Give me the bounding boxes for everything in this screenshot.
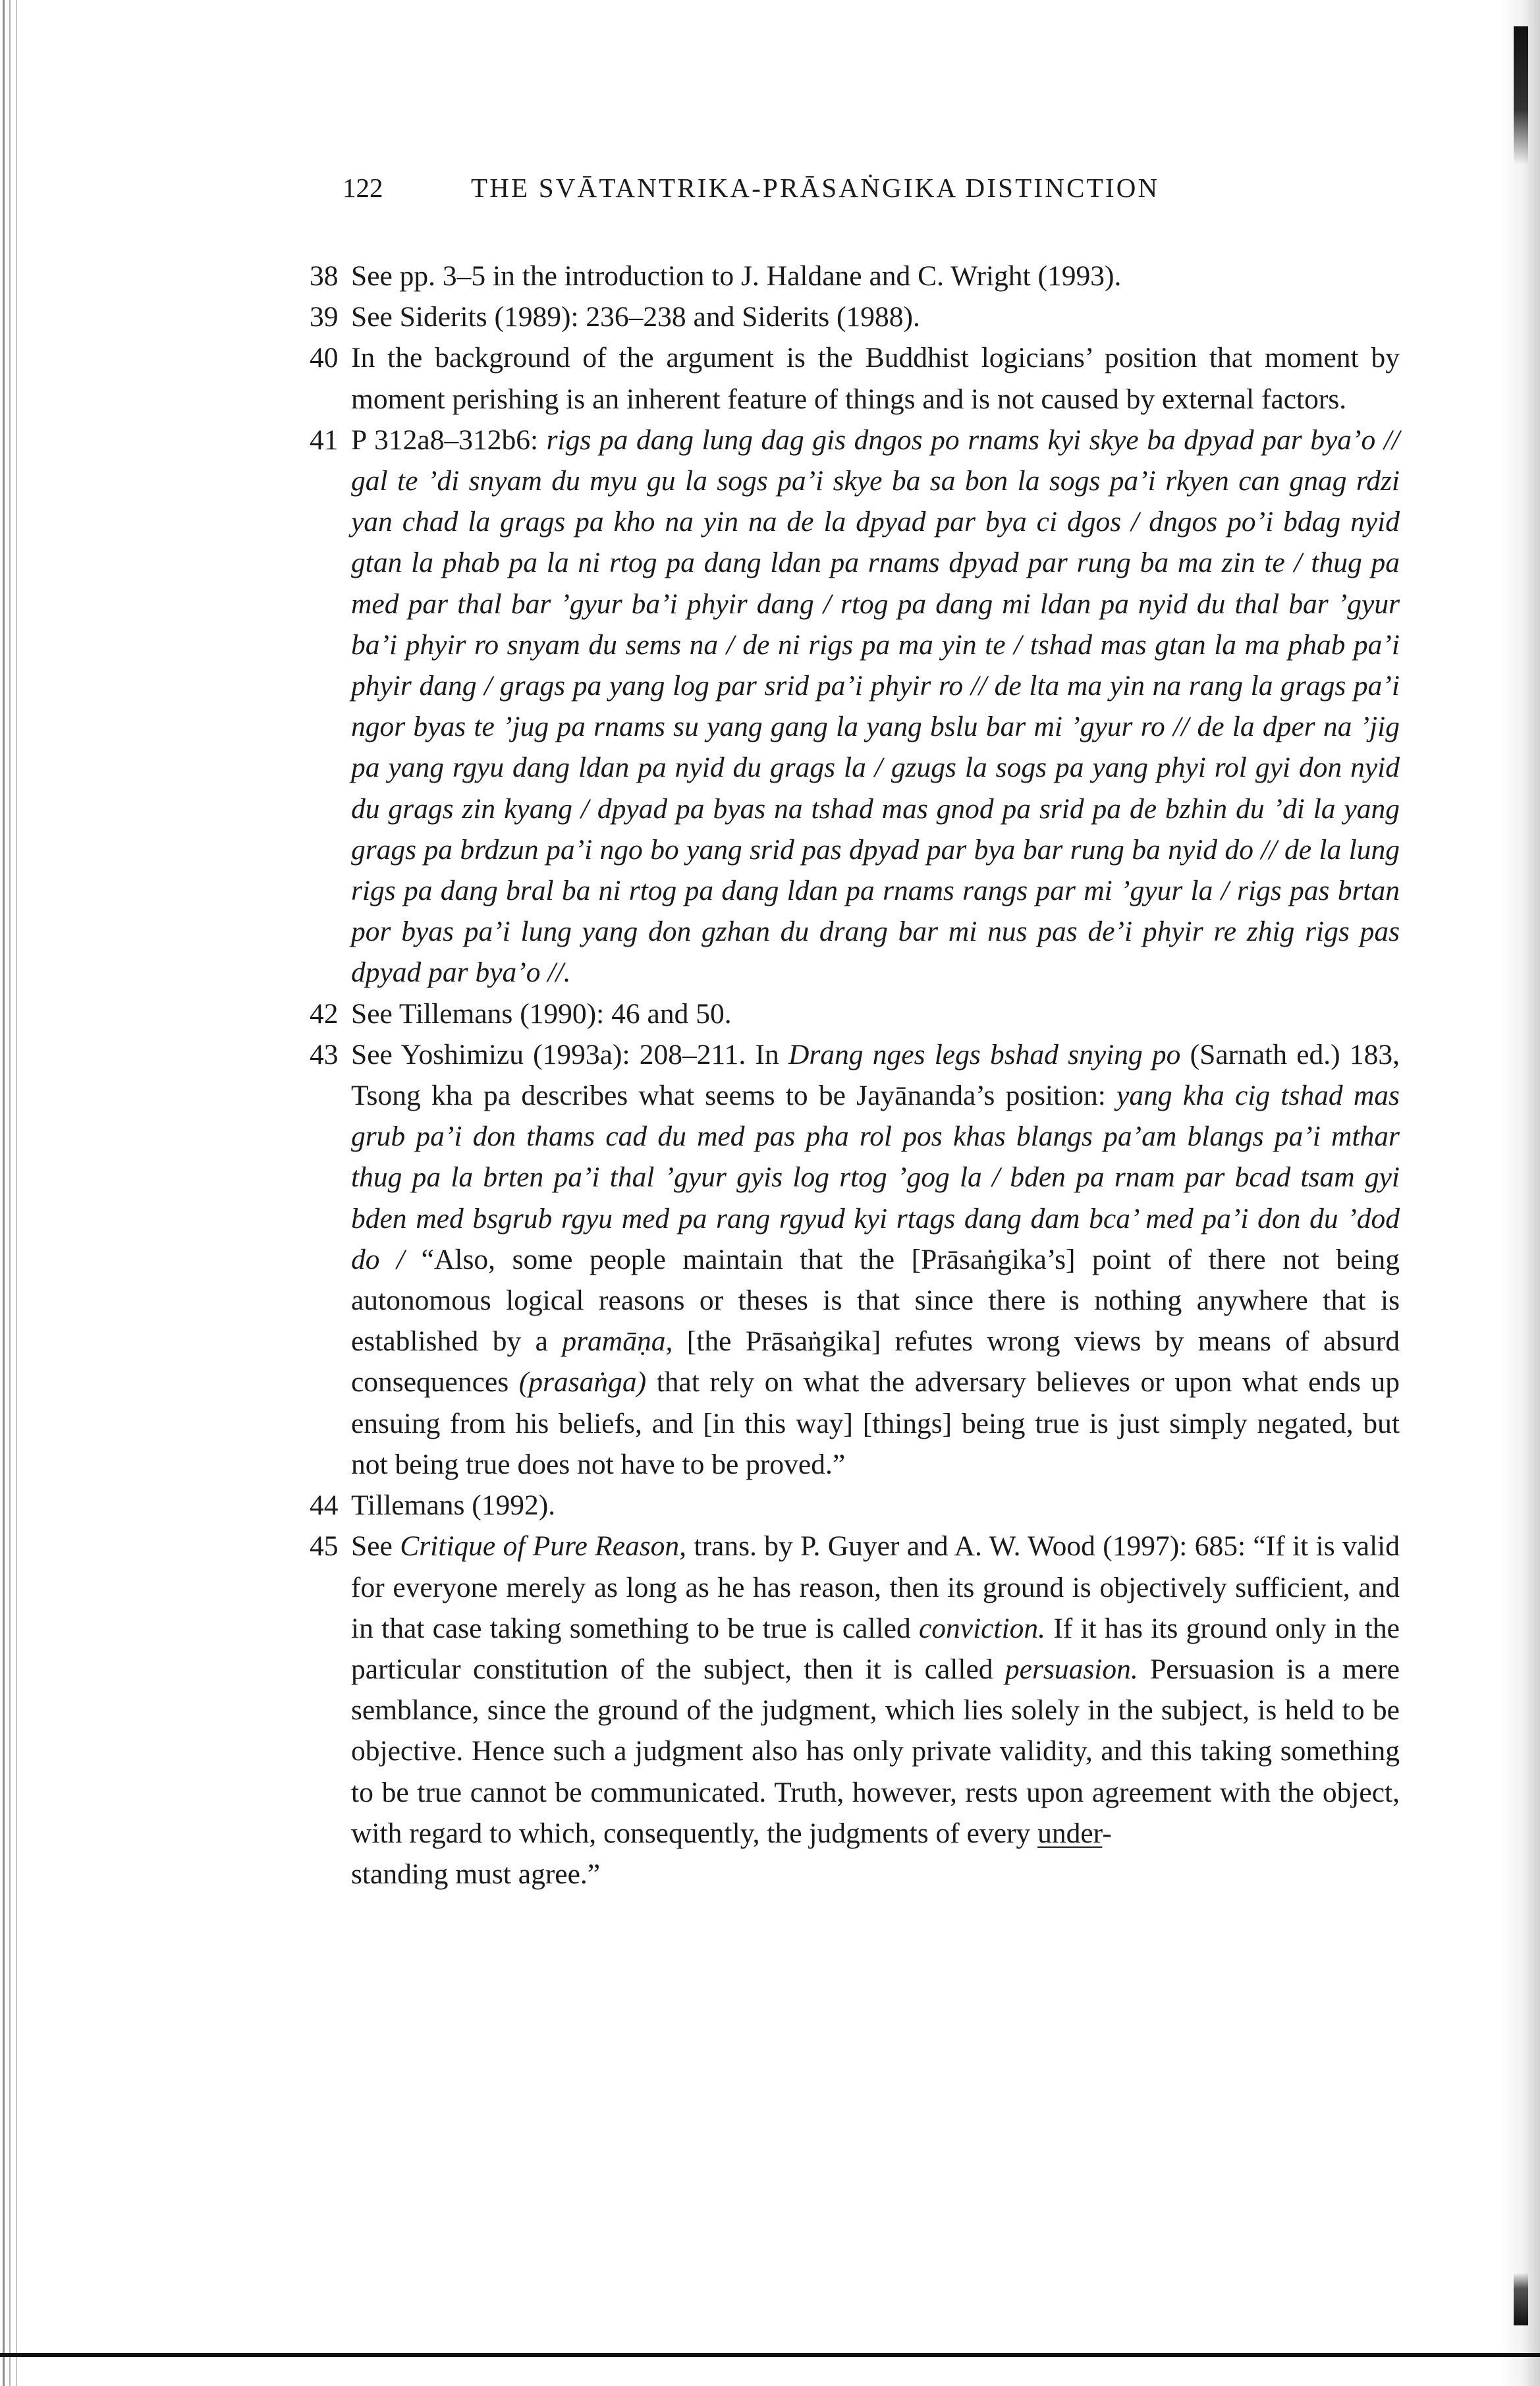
tibetan-quotation: rigs pa dang lung dag gis dngos po rnams kyi skye ba dpyad par bya’o // gal te ’di snyam du myu gu la sogs pa’i skye ba sa bon la sogs pa’i rkyen can gnag rdzi yan chad la grags pa kho na yin na de la dpyad par bya ci dgos / dngos po’i bdag nyid gtan la phab pa la ni rtog pa dang ldan pa rnams dpyad par rung ba ma zin te / thug pa med par thal bar ’gyur ba’i phyir dang / rtog pa dang mi ldan pa nyid du thal bar ’gyur ba’i phyir ro snyam du sems na / de ni rigs pa ma yin te / tshad mas gtan la ma phab pa’i phyir dang / grags pa yang log par srid pa’i phyir ro // de lta ma yin na rang la grags pa’i ngor byas te ’jug pa rnams su yang gang la yang bslu bar mi ’gyur ro // de la dper na ’jig pa yang rgyu dang ldan pa nyid du grags la / gzugs la sogs pa yang phyi rol gyi don nyid du grags zin kyang / dpyad pa byas na tshad mas gnod pa srid pa de bzhin du ’di la yang grags pa brdzun pa’i ngo bo yang srid pas dpyad par bya bar rung ba nyid do // de la lung rigs pa dang bral ba ni rtog pa dang ldan pa rnams rangs par mi ’gyur la / rigs pas brtan por byas pa’i lung yang don gzhan du drang bar mi nus pas de’i phyir re zhig rigs pas dpyad par bya’o //. bbox=[351, 424, 1400, 989]
scan-edge-mark bbox=[1514, 2273, 1528, 2325]
note-text: [the Prāsaṅgika] refutes wrong views by means of absurd consequences bbox=[351, 1325, 1400, 1399]
note-text: See Tillemans (1990): 46 and 50. bbox=[351, 997, 732, 1030]
underlined-word: under bbox=[1037, 1817, 1103, 1849]
note-text: Tillemans (1992). bbox=[351, 1489, 556, 1522]
note-number: 42 bbox=[310, 997, 339, 1030]
note-number: 39 bbox=[310, 301, 339, 333]
endnote bbox=[310, 1485, 1400, 1526]
endnote: 45 See Critique of Pure Reason, trans. by P. Guyer and A. W. Wood (1997): 685: “If it is valid for everyone merely as long as he has reason, then its ground is objectively sufficient, and in that case taking something to be true is called conviction. If it has its ground only in the particular constitution of the subject, then it is called persuasion. Persuasion is a mere semblance, since the ground of the judgment, which lies solely in the subject, is held to be objective. Hence such a judgment also has only private validity, and this taking something to be true cannot be communicated. Truth, however, rests upon agreement with the object, with regard to which, consequently, the judgments of every under- standing must agree.” bbox=[310, 1526, 1400, 1895]
emphasized-term: conviction. bbox=[918, 1612, 1046, 1644]
sanskrit-term: (prasaṅga) bbox=[518, 1366, 647, 1399]
note-number: 45 bbox=[310, 1530, 339, 1563]
note-text: If it has its ground only in the particular constitution of the subject, then it is called bbox=[351, 1612, 1400, 1685]
scan-gutter-line bbox=[9, 0, 11, 2386]
note-text: (Sarnath ed.) 183, Tsong kha pa describes what seems to be Jayānanda’s position: bbox=[351, 1038, 1400, 1112]
tibetan-quotation: yang kha cig tshad mas grub pa’i don thams cad du med pas pha rol pos khas blangs pa’am blangs pa’i mthar thug pa la brten pa’i thal ’gyur gyis log rtog ’gog la / bden pa rnam par bcad tsam gyi bden med bsgrub rgyu med pa rang rgyud kyi rtags dang dam bca’ med pa’i don du ’dod do / bbox=[351, 1080, 1400, 1275]
scan-bottom-edge bbox=[0, 2353, 1540, 2357]
work-title: Drang nges legs bshad snying po bbox=[788, 1038, 1181, 1070]
note-number: 38 bbox=[310, 260, 339, 292]
note-text: “Also, some people maintain that the [Prāsaṅgika’s] point of there not being autonomous logical reasons or theses is that since there is nothing anywhere that is established by a bbox=[351, 1243, 1400, 1358]
endnote bbox=[310, 993, 1400, 1034]
note-text: See Siderits (1989): 236–238 and Siderits (1988). bbox=[351, 301, 920, 333]
endnote bbox=[310, 337, 1400, 419]
note-text: standing must agree.” bbox=[351, 1858, 601, 1890]
running-title: THE SVĀTANTRIKA-PRĀSAṄGIKA DISTINCTION bbox=[471, 173, 1160, 203]
note-text: that rely on what the adversary believes or upon what ends up ensuing from his beliefs, and [in this way] [things] being true is just simply negated, but not being true does not have to be proved.” bbox=[351, 1366, 1400, 1480]
note-number: 40 bbox=[310, 342, 339, 374]
scan-gutter-line bbox=[3, 0, 5, 2386]
note-text: See pp. 3–5 in the introduction to J. Haldane and C. Wright (1993). bbox=[351, 260, 1122, 292]
note-text: See bbox=[351, 1530, 400, 1563]
endnote bbox=[310, 1034, 1400, 1485]
note-text: Persuasion is a mere semblance, since the ground of the judgment, which lies solely in the subject, is held to be objective. Hence such a judgment also has only private validity, and this taking something to be true cannot be communicated. Truth, however, rests upon agreement with the object, with regard to which, consequently, the judgments of every bbox=[351, 1653, 1400, 1849]
scan-gutter-line bbox=[16, 0, 17, 2386]
scan-edge-mark bbox=[1514, 26, 1528, 165]
note-number: 43 bbox=[310, 1038, 339, 1070]
scan-edge-shadow bbox=[1500, 0, 1540, 2386]
note-text: trans. by P. Guyer and A. W. Wood (1997): 685: “If it is valid for everyone merely as long as he has reason, then its ground is objectively sufficient, and in that case taking something to be true is called bbox=[351, 1530, 1400, 1644]
emphasized-term: persuasion. bbox=[1004, 1653, 1138, 1685]
endnotes bbox=[310, 256, 1400, 1895]
note-text: In the background of the argument is the Buddhist logicians’ position that moment by moment perishing is an inherent feature of things and is not caused by external factors. bbox=[351, 342, 1400, 415]
note-text: See Yoshimizu (1993a): 208–211. In bbox=[351, 1038, 788, 1070]
running-head bbox=[343, 168, 1396, 208]
note-number: 41 bbox=[310, 424, 339, 456]
sanskrit-term: pramāṇa, bbox=[562, 1325, 673, 1358]
endnote bbox=[310, 256, 1400, 296]
note-text: P 312a8–312b6: bbox=[351, 424, 547, 456]
work-title: Critique of Pure Reason, bbox=[400, 1530, 687, 1563]
endnote bbox=[310, 296, 1400, 337]
note-number: 44 bbox=[310, 1489, 339, 1522]
page-number: 122 bbox=[343, 173, 383, 203]
endnote bbox=[310, 420, 1400, 993]
